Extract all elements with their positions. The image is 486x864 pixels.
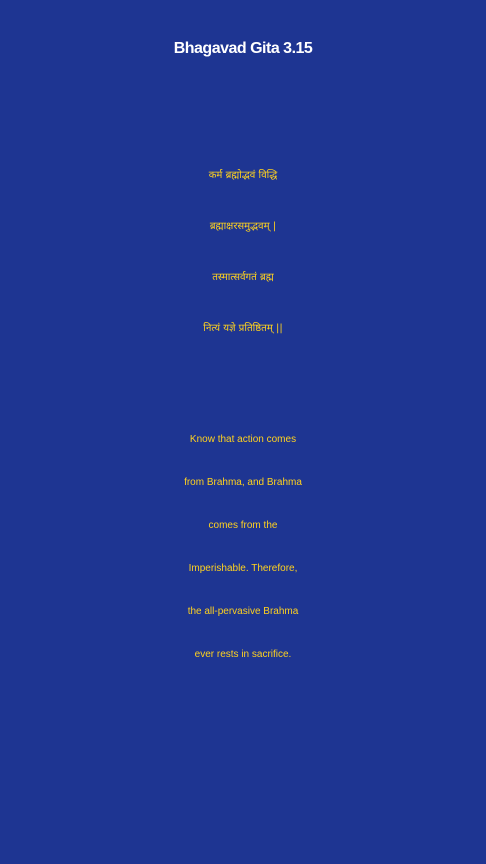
translation-line: from Brahma, and Brahma [184, 477, 302, 488]
sanskrit-line: ब्रह्माक्षरसमुद्भवम् | [209, 221, 277, 232]
sanskrit-line: नित्यं यज्ञे प्रतिष्ठितम् || [203, 323, 283, 334]
english-translation [0, 418, 486, 676]
translation-line: Imperishable. Therefore, [188, 563, 298, 574]
sanskrit-line: तस्मात्सर्वगतं ब्रह्म [212, 272, 274, 283]
translation-line: comes from the [208, 520, 278, 531]
sanskrit-verse [0, 150, 486, 354]
sanskrit-line: कर्म ब्रह्मोद्भवं विद्धि [208, 170, 278, 181]
translation-line: Know that action comes [189, 434, 297, 445]
translation-line: ever rests in sacrifice. [194, 649, 292, 660]
page-title: Bhagavad Gita 3.15 [173, 40, 313, 57]
translation-line: the all-pervasive Brahma [187, 606, 299, 617]
